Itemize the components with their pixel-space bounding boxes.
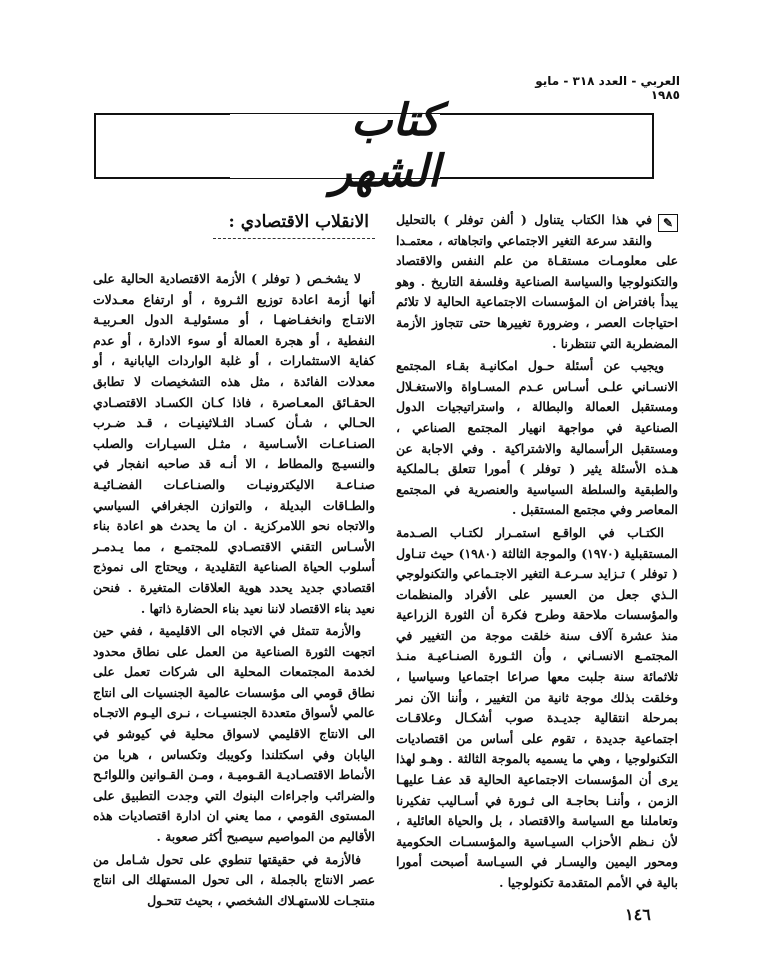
section-heading xyxy=(213,210,375,239)
left-column xyxy=(93,210,375,913)
right-paragraph-3: الكتـاب في الواقـع استمـرار لكتـاب الصـدمة المستقبلية (١٩٧٠) والموجة الثالثة (١٩٨٠) حيث تنـاول ( توفلر ) تـزايد سـرعـة التغير الاجتـماعي والتكنولوجي الـذي جعل من العسير على الأفراد والمنظمات والمؤسسات ملاحقة وطرح فكرة أن الثورة الزراعية منذ عشرة آلاف سنة خلقت موجة من التغيير في المجتمـع الانسـاني ، وأن الثـورة الصنـاعيـة منـذ ثلاثمائة سنة جلبت معها صراعا اجتماعيا وسياسيا ، وخلقت بذلك موجة ثانية من التغيير ، وأننا الآن نمر بمرحلة انتقالية جديـدة صوب أشكـال وعلاقـات اجتماعية جديدة ، تقوم على أساس من اقتصاديات التكنولوجيا ، وهي ما يسميه بالموجة الثالثة . وهـو لهذا يرى أن المؤسسات الاجتماعية الحالية قد عفـا عليهـا الزمن ، وأننـا بحاجـة الى ثـورة في أسـاليب تفكيرنا وتعاملنا مع السياسة والاقتصاد ، بل والحياة العائلية ، لأن نـظم الأحزاب السيـاسية والمؤسسـات الحكومية ومحور اليمين واليسـار في السيـاسة أصبحت أمورا بالية في الأمم المتقدمة تكنولوجيا . xyxy=(396,524,678,890)
book-corner-icon: ✎ xyxy=(658,214,678,232)
left-paragraph-1: لا يشخـص ( توفلر ) الأزمة الاقتصادية الحالية على أنها أزمة اعادة توزيع الثـروة ، أو ارتفاع معـدلات الانتـاج وانخفـاضهـا ، أو مسئوليـة الدول العـربيـة النفطية ، أو هجرة العمالة أو سوء الادارة ، أو عدم كفاية الاستثمارات ، أو غلبة الواردات اليابانية ، أو معدلات الفائدة ، مثل هذه التشخيصات لا تطابق الحقـائق المعـاصرة ، فاذا كـان الكسـاد الاقتصـادي الحـالي ، شـأن كسـاد الثـلاثينيـات ، قـد ضـرب الصنـاعـات الأسـاسية ، مثـل السيـارات والصلب والنسيـج والمطاط ، الا أنـه قد صاحبه انفجار في صنـاعـة الاليكترونيـات والصنـاعـات الفضـائيـة والطـاقات البديلة ، والتوازن الجغرافي السياسي والاتجاه نحو اللامركزية . ان ما يحدث هو اعادة بناء الأسـاس التقني الاقتصـادي للمجتمـع ، مما يـدمـر أسلوب الحياة الصناعية التقليدية ، ويحتاج الى نموذج اقتصادي جديد يحدد هوية العلاقات المتغيرة . فنحن نعيد بناء الاقتصاد لاننا نعيد بناء الحضارة ذاتها . xyxy=(93,271,375,616)
page-number: ١٤٦ xyxy=(625,905,651,924)
left-paragraph-3: فالأزمة في حقيقتها تنطوي على تحول شـامل من عصر الانتاج بالجملة ، الى تحول المستهلك الى انتاج منتجـات للاستهـلاك الشخصي ، بحيث تتحـول xyxy=(93,851,375,908)
left-paragraph-2: والأزمة تتمثل في الاتجاه الى الاقليمية ، ففي حين اتجهت الثورة الصناعية من العمل على نطاق محدود لخدمة المجتمعات المحلية الى شركات تعمل على نطاق قومي الى مؤسسات عالمية الجنسيات الى انتاج عالمي لأسواق متعددة الجنسيـات ، نـرى اليـوم الاتجـاه الى الانتاج الاقليمي لاسواق محلية في كيوشو في اليابان وفي اسكتلندا وكويبك وتكساس ، هربا من الأنماط الاقتصـاديـة القـوميـة ، ومـن القـوانين واللوائـح والضرائب واجراءات البنوك التي وجدت التطبيق على المستوى القومي ، مما يعني ان ادارة اقتصاديات هذه الأقاليم من المواصيم سيصبح أكثر صعوبة . xyxy=(93,623,375,845)
issue-header: العربي - العدد ٣١٨ - مايو ١٩٨٥ xyxy=(535,74,680,102)
right-paragraph-1-text: في هذا الكتاب يتناول ( ألفن توفلر ) بالتحليل والنقد سرعة التغير الاجتماعي واتجاهاته ، معتمـدا على معلومـات مستقـاة من علم النفس والاقتصاد والتكنولوجيا والسياسة الصناعية وفلسفة التاريخ . وهو يبدأ بافتراض ان المؤسسات الاجتماعية الحالية لا تلائم احتياجات العصر ، وضرورة تغييرها حتى تتجاوز الأزمة المضطربة التي تنتظرنا . xyxy=(396,212,678,351)
right-column xyxy=(396,210,678,896)
right-paragraph-1 xyxy=(396,210,678,354)
right-paragraph-2: ويجيب عن أسئلة حـول امكانيـة بقـاء المجتمع الانسـاني علـى أسـاس عـدم المسـاواة والاستغـلال ومستقبل العمالة والبطالة ، واستراتيجيات الدول الصناعية في مواجهة انهيار المجتمع الصناعي ، ومستقبل الرأسمالية والاشتراكية . وفي الاجابة عن هـذه الأسئلة يثير ( توفلر ) أمورا تتعلق بـالملكية والطبقية والسلطة السياسية والعنصرية في المجتمع المعاصر وفي مجتمع المستقبل . xyxy=(396,358,678,518)
page-title: كتاب الشهر xyxy=(230,114,440,178)
section-title: الانقلاب الاقتصادي : xyxy=(228,212,369,232)
